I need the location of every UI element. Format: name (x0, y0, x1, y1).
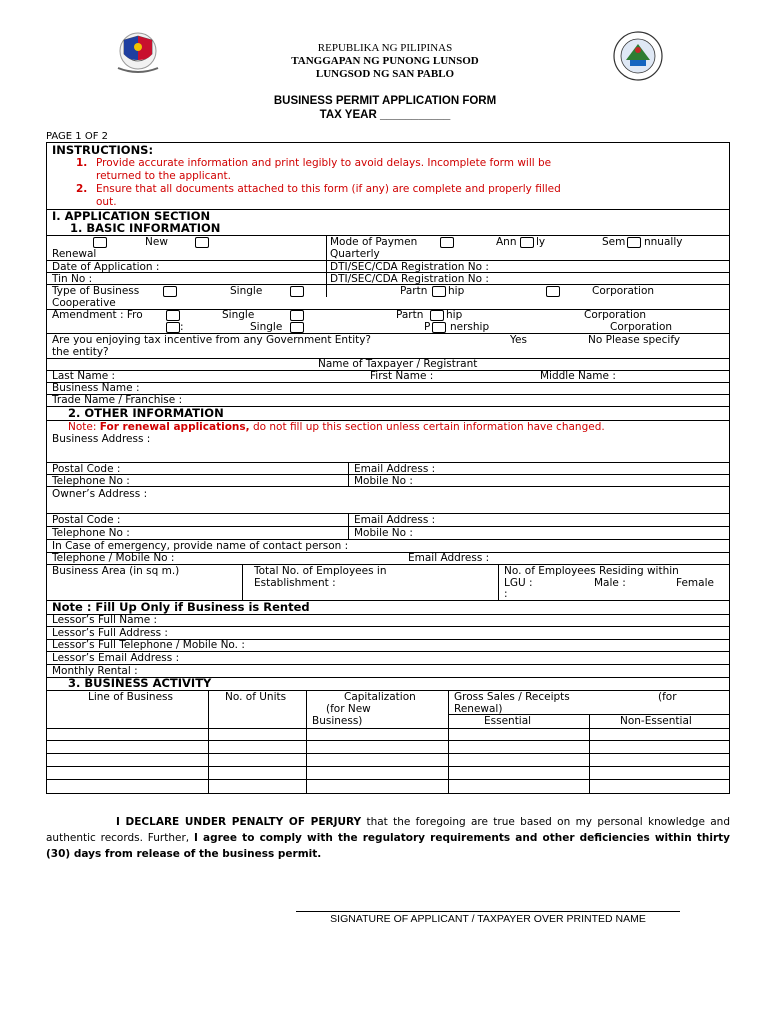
col-capitalization: Capitalization (344, 691, 416, 703)
semi-annually-label-2: nnually (644, 236, 683, 248)
annually-label-2: ly (536, 236, 546, 248)
application-section-heading: I. APPLICATION SECTION (52, 209, 211, 223)
amend-from-corporation-label: Corporation (584, 309, 647, 321)
business-activity-heading: 3. BUSINESS ACTIVITY (68, 676, 212, 690)
lgu-employees-label: No. of Employees Residing within (504, 565, 679, 577)
female-label: Female (676, 577, 714, 589)
total-employees-label-2: Establishment : (254, 577, 336, 589)
table-row (46, 753, 730, 754)
new-label: New (145, 236, 168, 248)
table-row (46, 740, 730, 741)
last-name-label: Last Name : (52, 370, 116, 382)
amend-from-single-checkbox[interactable] (166, 310, 180, 321)
signature-caption: SIGNATURE OF APPLICANT / TAXPAYER OVER PRINTED NAME (330, 913, 646, 925)
semi-annually-label: Sem (602, 236, 626, 248)
dti-registration-2: DTI/SEC/CDA Registration No : (330, 273, 489, 285)
business-area-label: Business Area (in sq m.) (52, 565, 180, 577)
renewal-checkbox[interactable] (195, 237, 209, 248)
page-number: PAGE 1 OF 2 (46, 131, 109, 142)
monthly-rental-label: Monthly Rental : (52, 665, 138, 677)
postal-code-label: Postal Code : (52, 463, 121, 475)
lessor-address-label: Lessor’s Full Address : (52, 627, 168, 639)
amend-to-partnership-checkbox[interactable] (432, 322, 446, 333)
amend-to-corporation-label: Corporation (610, 321, 673, 333)
telephone-label: Telephone No : (52, 475, 130, 487)
lessor-email-label: Lessor’s Email Address : (52, 652, 180, 664)
single-checkbox[interactable] (163, 286, 177, 297)
owner-postal-code-label: Postal Code : (52, 514, 121, 526)
partnership-checkbox[interactable] (290, 286, 304, 297)
amend-from-partnership-label-2: hip (446, 309, 463, 321)
instruction-1-cont: returned to the applicant. (96, 170, 231, 182)
tax-incentive-question-cont: the entity? (52, 346, 109, 358)
header-city: LUNGSOD NG SAN PABLO (315, 68, 455, 80)
col-no-of-units: No. of Units (225, 691, 287, 703)
trade-name-label: Trade Name / Franchise : (52, 394, 183, 406)
amend-to-single-label: Single (250, 321, 283, 333)
emergency-contact-label: In Case of emergency, provide name of contact person : (52, 540, 349, 552)
email-address-label: Email Address : (354, 463, 436, 475)
tax-incentive-question: Are you enjoying tax incentive from any Government Entity? (52, 334, 372, 346)
partnership-label: Partn (400, 285, 428, 297)
amend-to-partnership-label: P (424, 321, 431, 333)
form-title: BUSINESS PERMIT APPLICATION FORM (273, 95, 497, 107)
new-checkbox[interactable] (93, 237, 107, 248)
type-of-business-label: Type of Business (52, 285, 140, 297)
quarterly-label: Quarterly (330, 248, 380, 260)
tin-label: Tin No : (52, 273, 93, 285)
renewal-label: Renewal (52, 248, 97, 260)
incentive-no: No Please specify (588, 334, 681, 346)
amend-to-single-checkbox[interactable] (290, 322, 304, 333)
amend-from-single-label: Single (222, 309, 255, 321)
amend-from-partnership-label: Partn (396, 309, 424, 321)
owners-address-label: Owner’s Address : (52, 488, 148, 500)
corporation-checkbox[interactable] (546, 286, 560, 297)
lgu-label: LGU : (504, 577, 533, 589)
instruction-number: 2. (76, 183, 88, 195)
col-capitalization-3: Business) (312, 715, 363, 727)
annually-checkbox[interactable] (440, 237, 454, 248)
table-row (46, 766, 730, 767)
col-line-of-business: Line of Business (88, 691, 173, 703)
lessor-name-label: Lessor’s Full Name : (52, 614, 158, 626)
col-gross-sales: Gross Sales / Receipts (454, 691, 570, 703)
annually-label: Ann (496, 236, 517, 248)
partnership-label-2: hip (448, 285, 465, 297)
middle-name-label: Middle Name : (540, 370, 616, 382)
tax-year: TAX YEAR ___________ (319, 109, 451, 121)
emergency-telephone-label: Telephone / Mobile No : (52, 552, 175, 564)
amend-from-partnership-checkbox[interactable] (290, 310, 304, 321)
partnership-checkbox-2[interactable] (432, 286, 446, 297)
col-non-essential: Non-Essential (620, 715, 692, 727)
mobile-label: Mobile No : (354, 475, 413, 487)
basic-information-heading: 1. BASIC INFORMATION (70, 221, 221, 235)
header-republic: REPUBLIKA NG PILIPINAS (317, 42, 453, 54)
amend-to-partnership-label-2: nership (450, 321, 490, 333)
lessor-telephone-label: Lessor’s Full Telephone / Mobile No. : (52, 639, 245, 651)
instruction-2: Ensure that all documents attached to this form (if any) are complete and properly filled (96, 183, 561, 195)
taxpayer-name-heading: Name of Taxpayer / Registrant (318, 358, 478, 370)
owner-email-label: Email Address : (354, 514, 436, 526)
single-label: Single (230, 285, 263, 297)
mode-of-payment-label: Mode of Paymen (330, 236, 418, 248)
rented-note: Note : Fill Up Only if Business is Rented (52, 600, 310, 614)
col-gross-sales-3: Renewal) (454, 703, 503, 715)
instructions-heading: INSTRUCTIONS: (52, 143, 154, 157)
col-capitalization-2: (for New (326, 703, 371, 715)
corporation-label: Corporation (592, 285, 655, 297)
dti-registration-1: DTI/SEC/CDA Registration No : (330, 261, 489, 273)
declaration-paragraph: I DECLARE UNDER PENALTY OF PERJURY that the foregoing are true based on my personal knowledge and authentic records. Further, I agree to comply with the regulatory requirements and other deficiencies within thirty (30) days from release of the business permit. (46, 816, 731, 860)
owner-telephone-label: Telephone No : (52, 527, 130, 539)
semi-annually-checkbox[interactable] (627, 237, 641, 248)
incentive-yes: Yes (510, 334, 527, 346)
business-address-label: Business Address : (52, 433, 151, 445)
signature-line[interactable] (296, 911, 680, 912)
male-label: Male : (594, 577, 626, 589)
lgu-colon: : (504, 588, 508, 600)
emergency-email-label: Email Address : (408, 552, 490, 564)
table-row (46, 779, 730, 780)
date-of-application: Date of Application : (52, 261, 160, 273)
amendment-from-label: Amendment : Fro (52, 309, 143, 321)
col-gross-sales-2: (for (658, 691, 677, 703)
instruction-number: 1. (76, 157, 88, 169)
instruction-2-cont: out. (96, 196, 117, 208)
renewal-note: Note: For renewal applications, do not fill up this section unless certain information have changed. (68, 421, 605, 433)
business-name-label: Business Name : (52, 382, 140, 394)
total-employees-label: Total No. of Employees in (254, 565, 387, 577)
first-name-label: First Name : (370, 370, 434, 382)
other-information-heading: 2. OTHER INFORMATION (68, 406, 224, 420)
annually-checkbox-2[interactable] (520, 237, 534, 248)
header-office: TANGGAPAN NG PUNONG LUNSOD (291, 55, 479, 67)
instruction-1: Provide accurate information and print legibly to avoid delays. Incomplete form will be (96, 157, 552, 169)
owner-mobile-label: Mobile No : (354, 527, 413, 539)
cooperative-label: Cooperative (52, 297, 116, 309)
table-row (46, 728, 730, 729)
amend-from-partnership-checkbox-2[interactable] (430, 310, 444, 321)
amend-to-checkbox[interactable] (166, 322, 180, 333)
amend-to-colon: : (180, 321, 184, 333)
col-essential: Essential (484, 715, 532, 727)
